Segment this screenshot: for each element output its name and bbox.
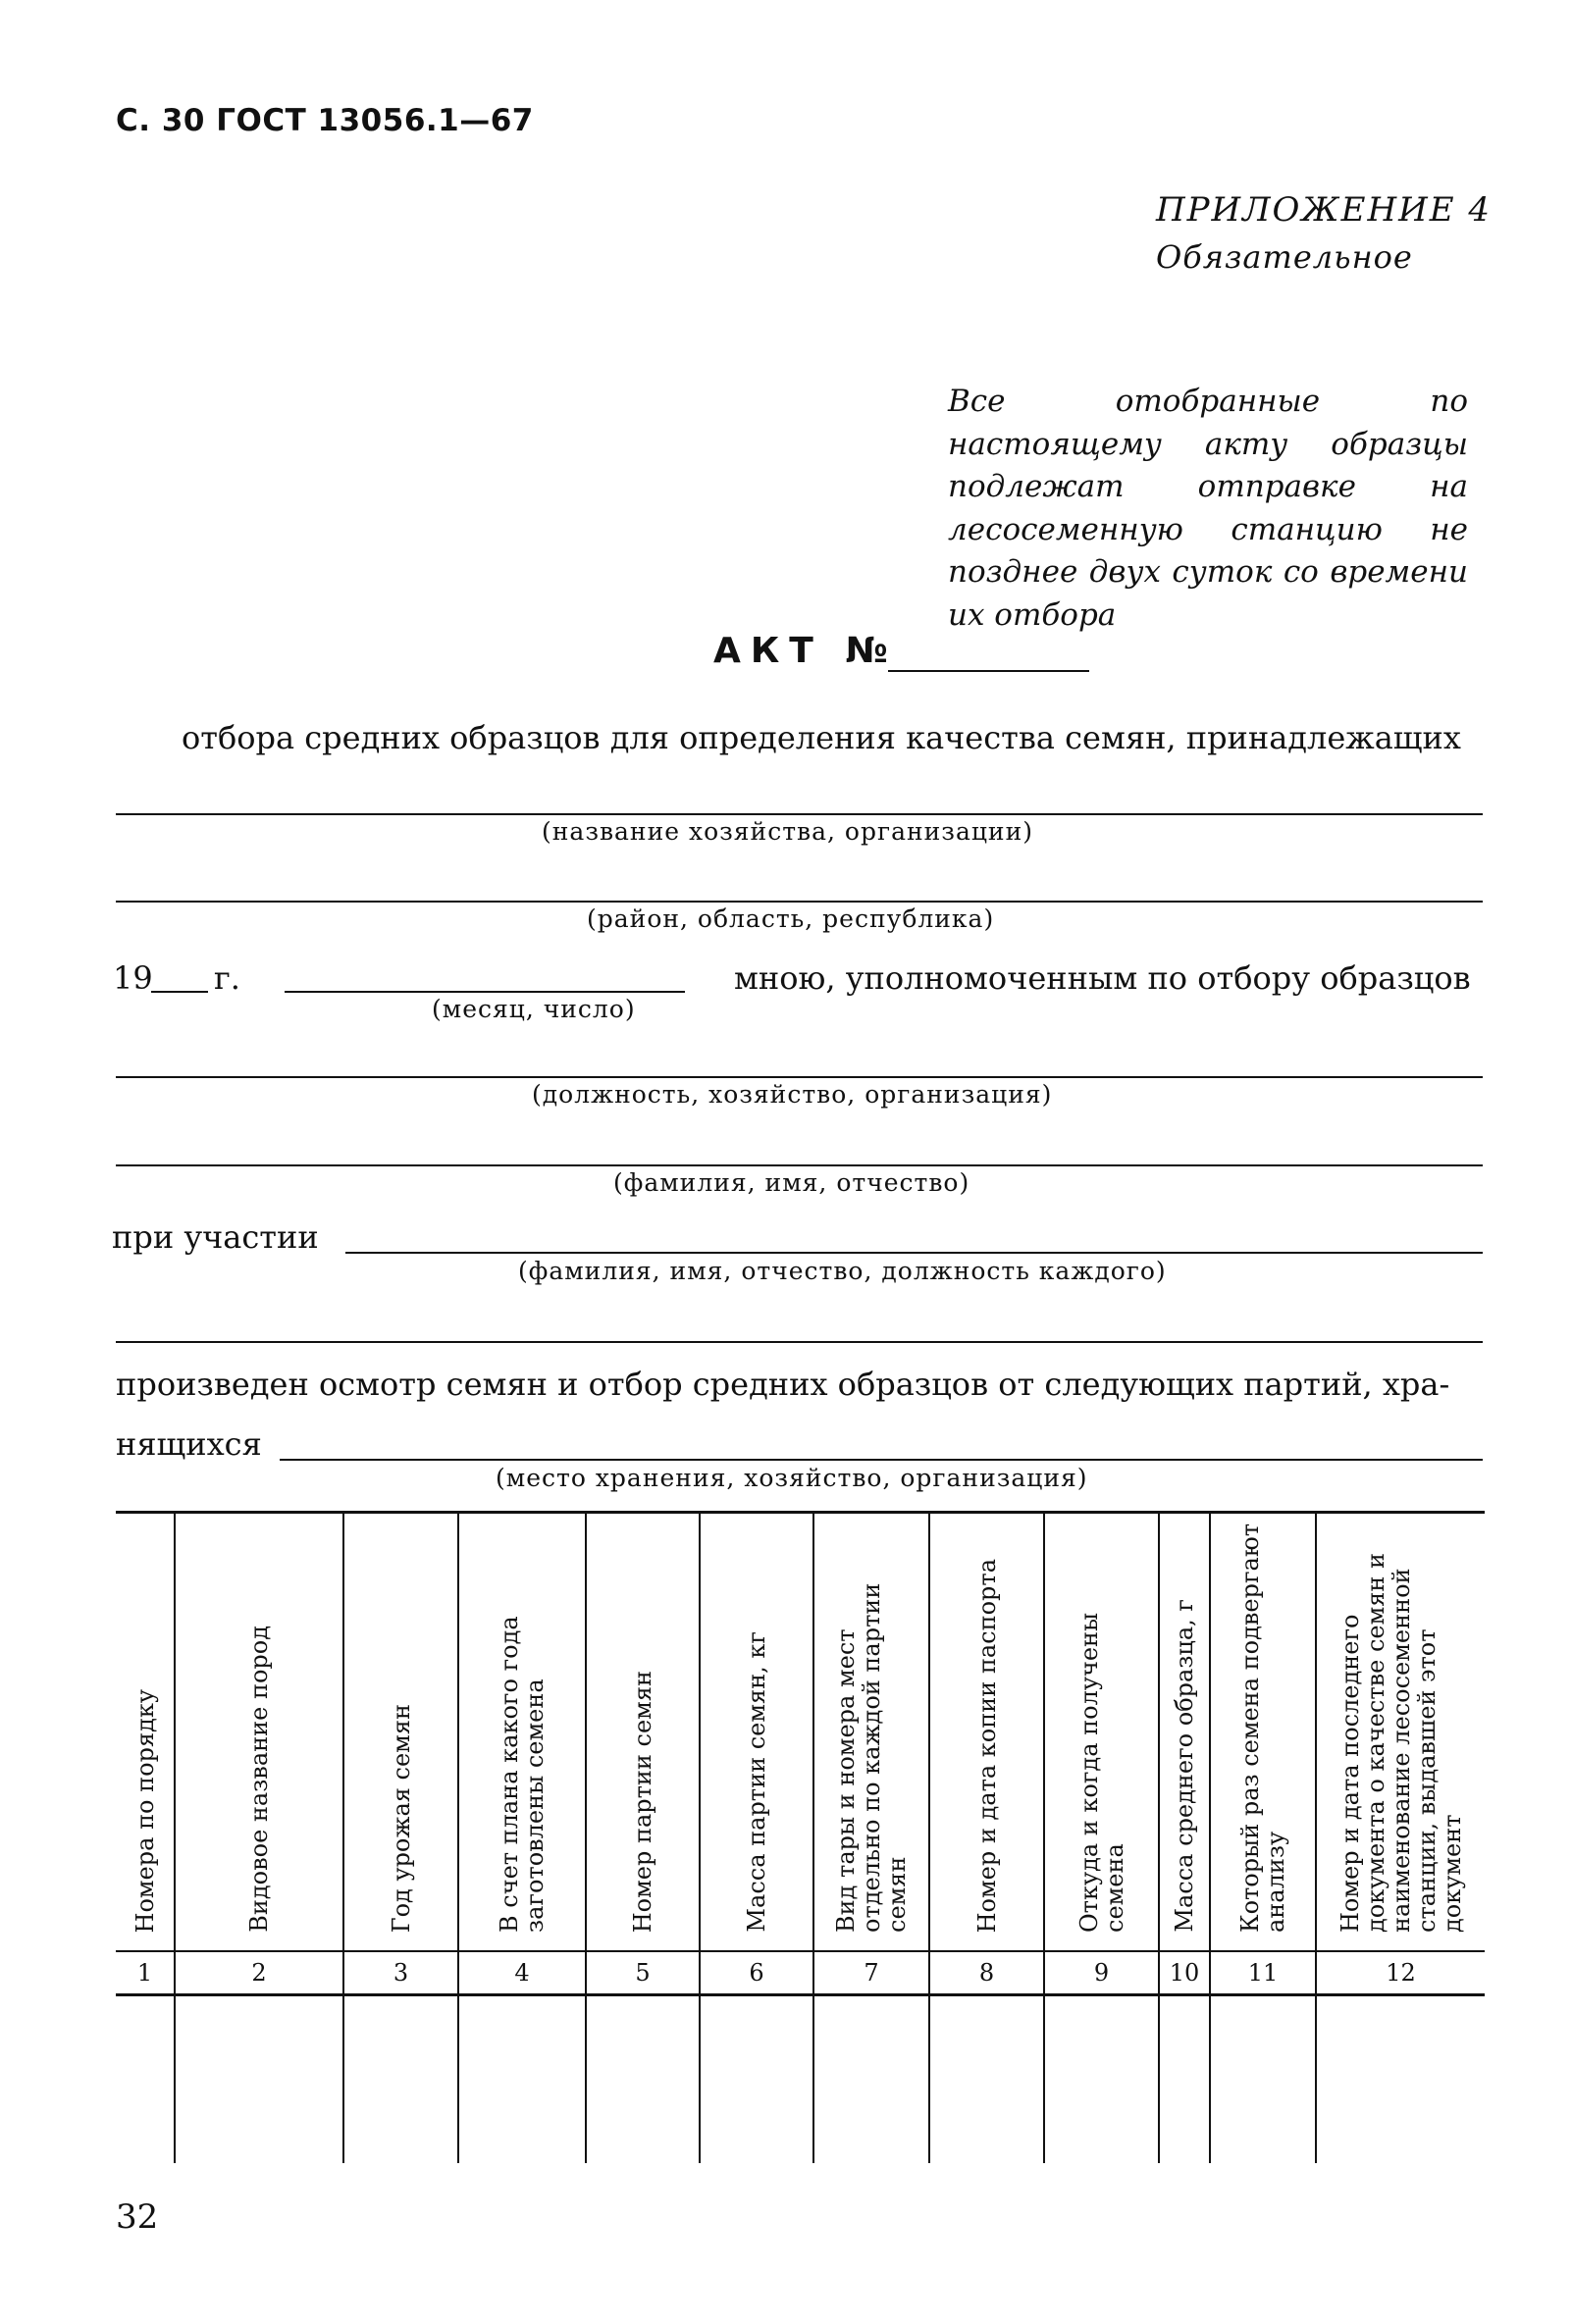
participants-field[interactable] <box>345 1252 1483 1254</box>
table-row <box>116 1995 1485 2164</box>
column-header: Откуда и когда получены семена <box>1044 1513 1159 1952</box>
act-number-field[interactable] <box>888 670 1089 672</box>
inspection-text-1: произведен осмотр семян и отбор средних образцов от следующих партий, хра- <box>116 1366 1450 1403</box>
column-number: 8 <box>929 1951 1044 1995</box>
column-number: 6 <box>700 1951 813 1995</box>
column-header: Номер партии семян <box>586 1513 700 1952</box>
document-header: С. 30 ГОСТ 13056.1—67 <box>116 103 534 138</box>
year-suffix: г. <box>214 959 240 997</box>
table-cell[interactable] <box>175 1995 343 2164</box>
column-number: 2 <box>175 1951 343 1995</box>
column-header: Который раз семена подвергают анализу <box>1210 1513 1316 1952</box>
column-number: 1 <box>116 1951 175 1995</box>
act-intro-text: отбора средних образцов для определения качества семян, принадлежащих <box>182 719 1461 756</box>
column-number: 3 <box>343 1951 458 1995</box>
inspection-text-2: нящихся <box>116 1425 262 1463</box>
appendix-subtitle: Обязательное <box>1156 238 1413 276</box>
column-header: В счет плана какого года заготовлены семена <box>458 1513 586 1952</box>
column-header: Номер и дата последнего документа о качестве семян и наименование лесосеменной станции, выдавшей этот документ <box>1316 1513 1485 1952</box>
column-header: Масса среднего образца, г <box>1159 1513 1210 1952</box>
position-caption: (должность, хозяйство, организация) <box>532 1080 1053 1109</box>
fio-field[interactable] <box>116 1164 1483 1166</box>
table-cell[interactable] <box>116 1995 175 2164</box>
table-cell[interactable] <box>1316 1995 1485 2164</box>
fio-caption: (фамилия, имя, отчество) <box>613 1168 970 1197</box>
act-title: АКТ № <box>713 631 898 671</box>
org-name-field[interactable] <box>116 813 1483 815</box>
column-header: Видовое название пород <box>175 1513 343 1952</box>
position-field[interactable] <box>116 1076 1483 1078</box>
page-number: 32 <box>116 2197 159 2237</box>
column-number-row <box>116 1951 1485 1995</box>
table-cell[interactable] <box>343 1995 458 2164</box>
region-field[interactable] <box>116 901 1483 903</box>
column-number: 4 <box>458 1951 586 1995</box>
participants-caption: (фамилия, имя, отчество, должность каждого) <box>518 1257 1167 1285</box>
table-cell[interactable] <box>813 1995 929 2164</box>
table-cell[interactable] <box>458 1995 586 2164</box>
year-prefix: 19 <box>113 959 153 997</box>
participants-field-2[interactable] <box>116 1341 1483 1343</box>
org-name-caption: (название хозяйства, организации) <box>542 817 1034 846</box>
month-day-field[interactable] <box>285 991 685 993</box>
table-cell[interactable] <box>1210 1995 1316 2164</box>
participation-label: при участии <box>112 1218 319 1256</box>
date-caption: (месяц, число) <box>432 995 636 1023</box>
samples-table <box>116 1511 1485 2168</box>
region-caption: (район, область, республика) <box>587 904 995 933</box>
column-number: 11 <box>1210 1951 1316 1995</box>
column-number: 7 <box>813 1951 929 1995</box>
table-cell[interactable] <box>586 1995 700 2164</box>
table-cell[interactable] <box>700 1995 813 2164</box>
authorized-person-text: мною, уполномоченным по отбору образцов <box>734 959 1471 997</box>
appendix-title: ПРИЛОЖЕНИЕ 4 <box>1156 190 1493 230</box>
column-number: 12 <box>1316 1951 1485 1995</box>
column-header: Вид тары и номера мест отдельно по каждой партии семян <box>813 1513 929 1952</box>
column-header: Год урожая семян <box>343 1513 458 1952</box>
column-header: Номера по порядку <box>116 1513 175 1952</box>
column-header: Номер и дата копии паспорта <box>929 1513 1044 1952</box>
shipping-note: Все отобранные по настоящему акту образцы подлежат отправке на лесосеменную станцию не позднее двух суток со времени их отбора <box>948 384 1468 633</box>
column-number: 10 <box>1159 1951 1210 1995</box>
column-number: 5 <box>586 1951 700 1995</box>
table-cell[interactable] <box>1044 1995 1159 2164</box>
column-header: Масса партии семян, кг <box>700 1513 813 1952</box>
table-header-row <box>116 1513 1485 1952</box>
table-cell[interactable] <box>929 1995 1044 2164</box>
storage-field[interactable] <box>280 1459 1483 1461</box>
storage-caption: (место хранения, хозяйство, организация) <box>496 1464 1088 1492</box>
year-field[interactable] <box>151 991 208 993</box>
table-cell[interactable] <box>1159 1995 1210 2164</box>
column-number: 9 <box>1044 1951 1159 1995</box>
